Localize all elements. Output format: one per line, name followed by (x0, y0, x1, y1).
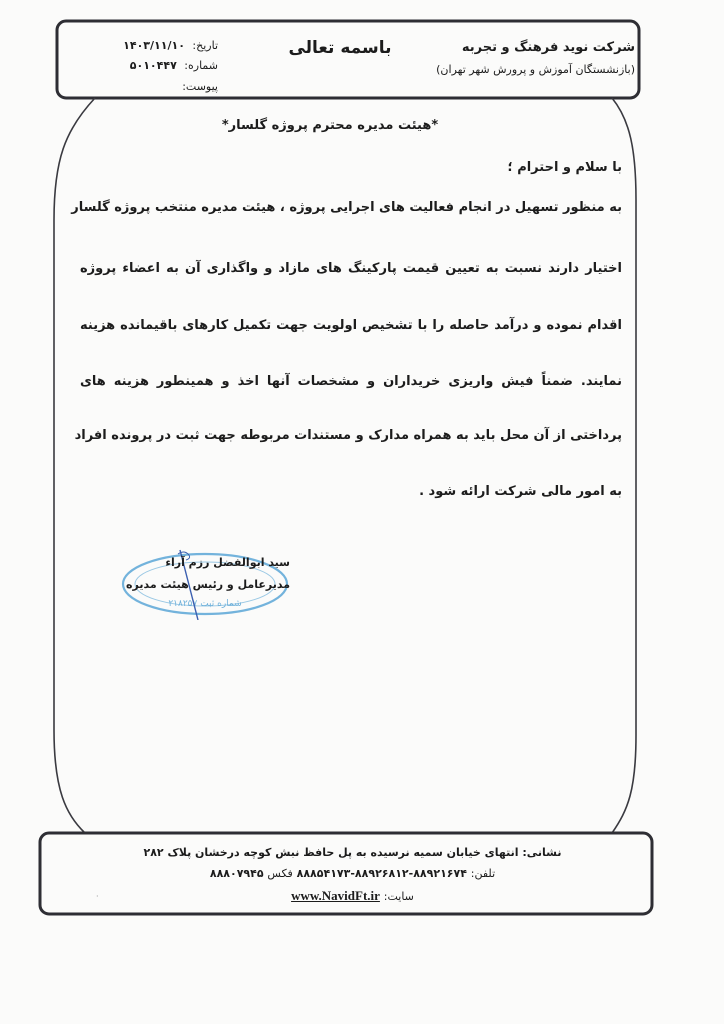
footer-address (60, 846, 645, 859)
phone-label: تلفن: (470, 867, 496, 880)
address-label: نشانی: (522, 846, 562, 859)
letter-line: اقدام نموده و درآمد حاصله را با تشخیص اولویت جهت تکمیل کارهای باقیمانده هزینه (80, 318, 622, 333)
number-value: ۵۰۱۰۴۴۷ (129, 59, 177, 72)
fax-label: فکس (267, 867, 293, 880)
phone-value: ۸۸۹۲۱۶۷۴-۸۸۹۲۶۸۱۲-۸۸۸۵۴۱۷۳ (296, 867, 467, 880)
letter-line: پرداختی از آن محل باید به همراه مدارک و مستندات مربوطه جهت ثبت در پرونده افراد (74, 428, 622, 443)
stamp-reg-text: شماره ثبت ۲۱۸۲۵۷ (168, 599, 242, 609)
document-heading: باسمه تعالی (288, 38, 392, 58)
site-link[interactable]: www.NavidFt.ir (291, 888, 380, 903)
date-value: ۱۴۰۳/۱۱/۱۰ (123, 39, 185, 52)
letter-line: به منظور تسهیل در انجام فعالیت های اجرایی پروژه ، هیئت مدیره منتخب پروژه گلسار (71, 200, 622, 215)
scan-speck: · (96, 892, 99, 901)
letter-greeting: با سلام و احترام ؛ (507, 160, 622, 175)
fax-value: ۸۸۸۰۷۹۴۵ (209, 867, 264, 880)
company-subtitle: (بازنشستگان آموزش و پرورش شهر تهران) (436, 63, 635, 76)
letter-subject: *هیئت مدیره محترم پروژه گلسار* (221, 118, 439, 133)
attachment-field (100, 80, 218, 93)
signatory-title: مدیرعامل و رئیس هیئت مدیره (126, 578, 290, 591)
footer-phone (60, 867, 645, 880)
signatory-name: سید ابوالفضل رزم آراء (165, 556, 290, 569)
letter-line: نمایند. ضمناً فیش واریزی خریداران و مشخصات آنها اخذ و همینطور هزینه های (80, 374, 622, 389)
letter-line: اختیار دارند نسبت به تعیین قیمت پارکینگ های مازاد و واگذاری آن به اعضاء پروژه (80, 261, 622, 276)
address-value: انتهای خیابان سمیه نرسیده به پل حافظ نبش کوچه درخشان پلاک ۲۸۲ (143, 846, 519, 859)
attachment-label: پیوست: (182, 80, 218, 93)
letter-line: به امور مالی شرکت ارائه شود . (419, 484, 622, 499)
footer-site (60, 888, 645, 904)
date-field (100, 39, 218, 52)
number-label: شماره: (184, 59, 218, 72)
date-label: تاریخ: (192, 39, 218, 52)
number-field (100, 59, 218, 72)
site-label: سایت: (383, 890, 414, 903)
company-name: شرکت نوید فرهنگ و تجربه (461, 40, 635, 55)
